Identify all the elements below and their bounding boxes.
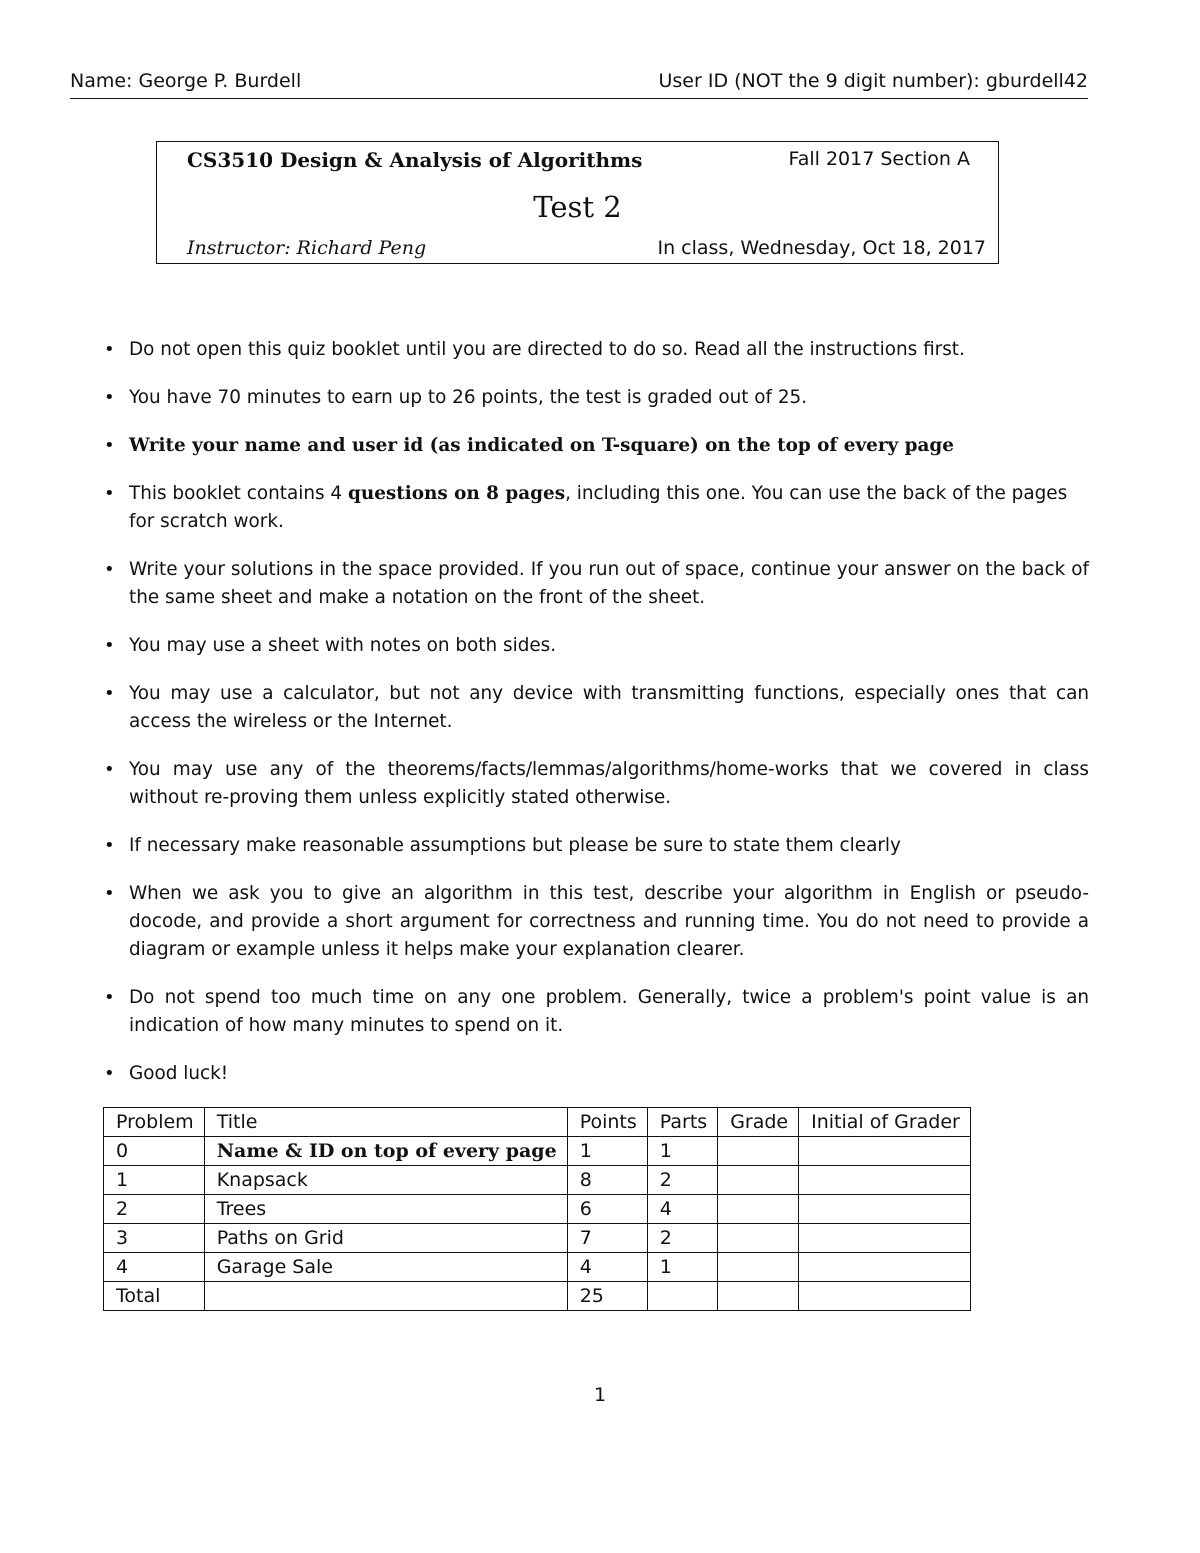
course-title: CS3510 Design & Analysis of Algorithms bbox=[187, 148, 643, 172]
column-header: Points bbox=[567, 1108, 647, 1137]
grade-cell bbox=[718, 1195, 799, 1224]
instruction-item: • Do not spend too much time on any one problem. Generally, twice a problem's point value is an indication of how many minutes to spend on it. bbox=[104, 987, 1089, 1036]
instruction-item: • This booklet contains 4 questions on 8 pages, including this one. You can use the back of the pages for scratch work. bbox=[104, 483, 1068, 532]
table-cell bbox=[204, 1282, 567, 1311]
table-cell: 7 bbox=[567, 1224, 647, 1253]
table-cell: Paths on Grid bbox=[204, 1224, 567, 1253]
table-cell: Garage Sale bbox=[204, 1253, 567, 1282]
grade-cell bbox=[718, 1166, 799, 1195]
table-cell bbox=[647, 1282, 717, 1311]
table-cell: Name & ID on top of every page bbox=[204, 1137, 567, 1166]
table-header-row bbox=[104, 1108, 971, 1137]
title-box bbox=[156, 141, 999, 264]
instruction-item: • You have 70 minutes to earn up to 26 points, the test is graded out of 25. bbox=[104, 387, 808, 408]
instruction-item: • When we ask you to give an algorithm in this test, describe your algorithm in English or pseudo-docode, and provide a short argument for correctness and running time. You do not need to provide a diagram or example unless it helps make your explanation clearer. bbox=[104, 883, 1089, 960]
table-row bbox=[104, 1224, 971, 1253]
instructions-list bbox=[104, 336, 1089, 1108]
table-cell: 4 bbox=[567, 1253, 647, 1282]
column-header: Problem bbox=[104, 1108, 205, 1137]
table-cell: 1 bbox=[567, 1137, 647, 1166]
column-header: Initial of Grader bbox=[799, 1108, 971, 1137]
grade-cell bbox=[718, 1224, 799, 1253]
table-cell: 1 bbox=[647, 1253, 717, 1282]
grader-initial-cell bbox=[799, 1137, 971, 1166]
term-section: Fall 2017 Section A bbox=[788, 148, 970, 170]
instructor: Instructor: Richard Peng bbox=[187, 237, 427, 259]
student-name: Name: George P. Burdell bbox=[70, 70, 302, 92]
grade-table bbox=[103, 1107, 971, 1311]
table-cell: Trees bbox=[204, 1195, 567, 1224]
instruction-item: • If necessary make reasonable assumptions but please be sure to state them clearly bbox=[104, 835, 901, 856]
table-row bbox=[104, 1253, 971, 1282]
grader-initial-cell bbox=[799, 1166, 971, 1195]
table-row bbox=[104, 1137, 971, 1166]
table-cell: 4 bbox=[647, 1195, 717, 1224]
table-cell: 8 bbox=[567, 1166, 647, 1195]
table-cell: 3 bbox=[104, 1224, 205, 1253]
table-cell: 0 bbox=[104, 1137, 205, 1166]
grade-cell bbox=[718, 1137, 799, 1166]
table-cell: 1 bbox=[647, 1137, 717, 1166]
table-cell: 1 bbox=[104, 1166, 205, 1195]
table-row-total bbox=[104, 1282, 971, 1311]
grader-initial-cell bbox=[799, 1282, 971, 1311]
instruction-item: • Write your name and user id (as indicated on T-square) on the top of every page bbox=[104, 435, 954, 456]
instruction-item: • Write your solutions in the space provided. If you run out of space, continue your answer on the back of the same sheet and make a notation on the front of the sheet. bbox=[104, 559, 1089, 608]
table-cell: 2 bbox=[104, 1195, 205, 1224]
instruction-item: • You may use any of the theorems/facts/lemmas/algorithms/home-works that we covered in class without re-proving them unless explicitly stated otherwise. bbox=[104, 759, 1089, 808]
column-header: Title bbox=[204, 1108, 567, 1137]
table-row bbox=[104, 1166, 971, 1195]
column-header: Parts bbox=[647, 1108, 717, 1137]
table-cell: Knapsack bbox=[204, 1166, 567, 1195]
grader-initial-cell bbox=[799, 1195, 971, 1224]
table-row bbox=[104, 1195, 971, 1224]
column-header: Grade bbox=[718, 1108, 799, 1137]
test-title: Test 2 bbox=[533, 190, 622, 224]
grader-initial-cell bbox=[799, 1253, 971, 1282]
grader-initial-cell bbox=[799, 1224, 971, 1253]
table-cell: 25 bbox=[567, 1282, 647, 1311]
table-cell: 2 bbox=[647, 1166, 717, 1195]
grade-cell bbox=[718, 1282, 799, 1311]
running-header bbox=[70, 70, 1088, 99]
table-cell: 4 bbox=[104, 1253, 205, 1282]
page-number: 1 bbox=[593, 1384, 607, 1406]
student-user-id: User ID (NOT the 9 digit number): gburdell42 bbox=[658, 70, 1088, 92]
table-cell: 6 bbox=[567, 1195, 647, 1224]
exam-date: In class, Wednesday, Oct 18, 2017 bbox=[657, 237, 986, 259]
table-cell: Total bbox=[104, 1282, 205, 1311]
instruction-item: • Do not open this quiz booklet until you are directed to do so. Read all the instructions first. bbox=[104, 339, 965, 360]
grade-cell bbox=[718, 1253, 799, 1282]
instruction-item: • You may use a sheet with notes on both sides. bbox=[104, 635, 557, 656]
table-cell: 2 bbox=[647, 1224, 717, 1253]
instruction-item: • You may use a calculator, but not any device with transmitting functions, especially ones that can access the wireless or the Internet. bbox=[104, 683, 1089, 732]
instruction-item: • Good luck! bbox=[104, 1063, 229, 1084]
